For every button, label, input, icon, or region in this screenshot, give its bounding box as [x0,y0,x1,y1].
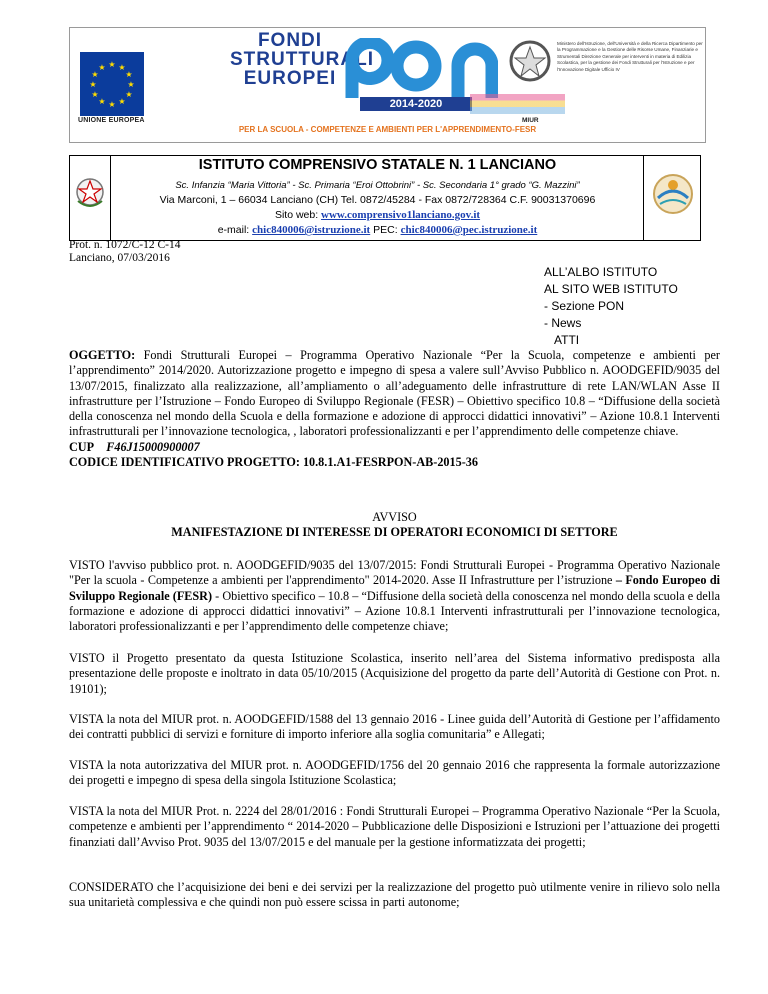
school-branches: Sc. Infanzia “Maria Vittoria” - Sc. Primaria “Eroi Ottobrini” - Sc. Secondaria 1° grado “G. Mazzini” [175,180,580,191]
recipient-sezione-pon: - Sezione PON [544,299,625,313]
oggetto-text: Fondi Strutturali Europei – Programma Operativo Nazionale “Per la Scuola, competenze e ambienti per l’apprendimento” 2014/2020. Autorizzazione progetto e impegno di spesa a valere sull’Avviso Pubblico n. AOODGEFID/9035 del 13/07/2015, finalizzato alla realizzazione, all’ampliamento o all’adeguamento delle infrastrutture di rete LAN/WLAN Asse II infrastrutture per l’Istruzione – Fondo Europeo di Sviluppo Regionale (FESR) – Obiettivo specifico 10.8 – “Diffusione della società della conoscenza nel mondo della Scuola e della formazione e adozione di approcci didattici innovativi” – Azione 10.8.1 Interventi infrastrutturali per l’innovazione tecnologica, , laboratori professionalizzanti e per l’apprendimento delle competenze chiave. [69,348,720,439]
email-label: e-mail: [217,224,253,236]
email-link[interactable]: chic840006@istruzione.it [252,224,371,236]
visto-avviso-paragraph: VISTO l'avviso pubblico prot. n. AOODGEFID/9035 del 13/07/2015: Fondi Strutturali Europei - Programma Operativo Nazionale "Per la scuola - Competenze a ambienti per l'apprendimento" 2014-2020. Asse II Infrastrutture per l’istruzione – Fondo Europeo di Sviluppo Regionale (FESR) - Obiettivo specifico – 10.8 – “Diffusione della società della conoscenza nel mondo della scuola e della formazione e adozione di approcci didattici innovativi” – Azione 10.8.1 Interventi infrastrutturali per l’innovazione tecnologica, laboratori professionalizzanti e per l’apprendimento delle competenze chiave; [69,558,720,634]
cup-label: CUP [69,439,95,454]
pon-logo-icon [338,38,498,100]
school-email-line [111,224,644,236]
protocol-number: Prot. n. 1072/C-12 C-14 [69,239,181,251]
republic-emblem-icon [75,175,105,209]
school-header [69,155,701,241]
recipient-news: - News [544,316,582,330]
vista-nota-1756-paragraph: VISTA la nota autorizzativa del MIUR prot. n. AOODGEFID/1756 del 20 gennaio 2016 che rappresenta la formale autorizzazione dei progetti e impegno di spesa della singola Istituzione Scolastica; [69,758,720,788]
eu-flag-icon [80,52,144,116]
svg-text:★: ★ [125,90,133,99]
vista-nota-2224-paragraph: VISTA la nota del MIUR Prot. n. 2224 del 28/01/2016 : Fondi Strutturali Europei – Programma Operativo Nazionale “Per la Scuola, competenze e ambienti per l’apprendimento “ 2014-2020 – Pubblicazione delle Disposizioni e Istruzioni per l’attuazione dei progetti finanziati dall’Avviso Prot. 9035 del 13/07/2015 e del manuale per la gestione informatizzata dei progetti; [69,804,720,849]
pec-link[interactable]: chic840006@pec.istruzione.it [400,224,538,236]
avviso-heading [69,510,720,541]
considerato-paragraph: CONSIDERATO che l’acquisizione dei beni e dei servizi per la realizzazione del progetto può utilmente venire in rilievo solo nella sua unitarietà complessiva e che quindi non può essere scissa in parti autonome; [69,880,720,910]
oggetto-label: OGGETTO: [69,348,136,362]
fesr-bold: – Fondo Europeo di Sviluppo Regionale (FESR) [69,573,720,603]
pon-years: 2014-2020 [360,97,472,111]
svg-text:★: ★ [125,70,133,79]
miur-label: MIUR [522,117,539,124]
svg-text:★: ★ [91,90,99,99]
eu-label: UNIONE EUROPEA [78,117,145,124]
svg-text:★: ★ [108,60,116,69]
svg-text:★: ★ [127,80,135,89]
avviso-title: AVVISO [372,510,417,524]
svg-text:★: ★ [108,100,116,109]
recipient-albo: ALL’ALBO ISTITUTO [544,265,658,279]
place-date: Lanciano, 07/03/2016 [69,252,170,264]
svg-text:★: ★ [118,97,126,106]
pec-label: PEC: [370,224,401,236]
svg-text:★: ★ [89,80,97,89]
recipient-atti: ATTI [554,333,580,347]
header-left-cell [70,156,111,240]
codice-progetto: CODICE IDENTIFICATIVO PROGETTO: 10.8.1.A1-FESRPON-AB-2015-36 [69,455,478,470]
header-right-cell [643,156,700,240]
school-name: ISTITUTO COMPRENSIVO STATALE N. 1 LANCIANO [198,157,557,173]
pon-banner [69,27,706,143]
svg-text:★: ★ [118,63,126,72]
avviso-subtitle: MANIFESTAZIONE DI INTERESSE DI OPERATORI ECONOMICI DI SETTORE [171,525,618,540]
recipients-block [544,264,678,349]
banner-tagline: PER LA SCUOLA - COMPETENZE E AMBIENTI PER L'APPRENDIMENTO-FESR [238,125,537,134]
oggetto-paragraph [69,348,720,470]
ministry-text: Ministero dell'Istruzione, dell'Università e della Ricerca Dipartimento per la Programmazione e la Gestione delle Risorse Umane, Finanziarie e Strumentali Direzione Generale per interventi in materia di Edilizia Scolastica, per la gestione dei Fondi Strutturali per l'Istruzione e per l'Innovazione Digitale Ufficio IV [557,41,703,72]
school-logo-icon [652,168,694,220]
italian-republic-emblem-icon [508,39,552,87]
recipient-sito: AL SITO WEB ISTITUTO [544,282,678,296]
svg-text:★: ★ [98,97,106,106]
visto-progetto-paragraph: VISTO il Progetto presentato da questa Istituzione Scolastica, inserito nell’area del Sistema informativo predisposta alla presentazione delle proposte e inoltrato in data 05/10/2015 (Acquisizione del progetto da parte dell’Autorità di Gestione con Prot. n. 19101); [69,651,720,696]
vista-nota-1588-paragraph: VISTA la nota del MIUR prot. n. AOODGEFID/1588 del 13 gennaio 2016 - Linee guida dell’Autorità di Gestione per l’affidamento dei contratti pubblici di servizi e forniture di importo inferiore alla soglia comunitaria” e Allegati; [69,712,720,742]
fondi-strutturali-logo: FONDI STRUTTURALI EUROPEI [230,30,374,89]
protocol-block [69,239,181,265]
school-website-line [111,209,644,221]
website-label: Sito web: [274,209,322,221]
website-link[interactable]: www.comprensivo1lanciano.gov.it [321,209,481,221]
svg-text:★: ★ [98,63,106,72]
cup-value: F46J15000900007 [106,439,200,454]
school-address: Via Marconi, 1 – 66034 Lanciano (CH) Tel. 0872/45284 - Fax 0872/728364 C.F. 90031370696 [159,194,596,206]
svg-text:★: ★ [91,70,99,79]
color-stripe [470,94,565,114]
